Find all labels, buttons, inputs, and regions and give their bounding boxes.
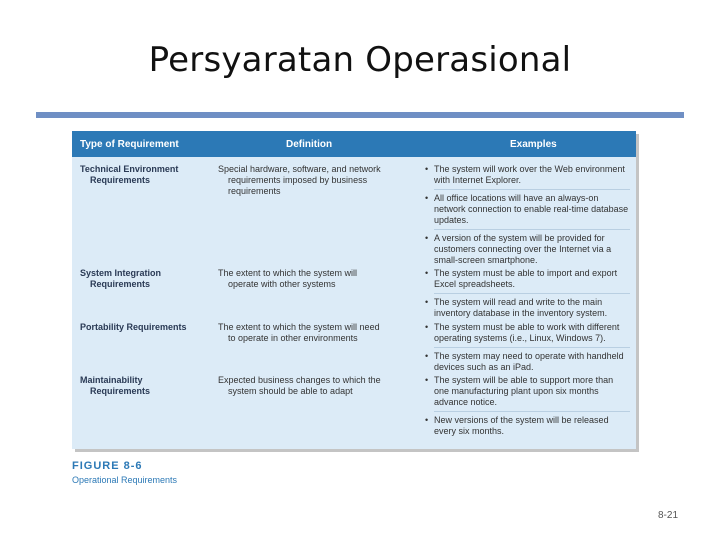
example-divider bbox=[434, 229, 630, 230]
example-item: • A version of the system will be provided for customers connecting over the Internet via a small-screen smartphone. bbox=[424, 233, 630, 266]
requirement-examples bbox=[424, 375, 630, 439]
example-item: • The system may need to operate with handheld devices such as an iPad. bbox=[424, 351, 630, 373]
example-item: • The system will be able to support more than one manufacturing plant upon six months advance notice. bbox=[424, 375, 630, 408]
title-divider bbox=[36, 112, 684, 118]
requirement-definition: The extent to which the system will operate with other systems bbox=[218, 268, 358, 289]
example-item: • New versions of the system will be released every six months. bbox=[424, 415, 630, 437]
figure-caption: Operational Requirements bbox=[72, 475, 178, 485]
requirement-definition: The extent to which the system will need to operate in other environments bbox=[218, 322, 380, 343]
table-header bbox=[72, 131, 636, 157]
example-item: • The system will read and write to the main inventory database in the inventory system. bbox=[424, 297, 630, 319]
slide-title: Persyaratan Operasional bbox=[148, 40, 572, 80]
requirement-examples bbox=[424, 268, 630, 321]
requirement-definition: Special hardware, software, and network requirements imposed by business requirements bbox=[218, 164, 381, 196]
example-divider bbox=[434, 189, 630, 190]
requirement-type: Maintainability Requirements bbox=[80, 375, 151, 396]
requirement-type: Portability Requirements bbox=[80, 322, 187, 332]
requirements-table bbox=[72, 131, 636, 449]
requirement-type: Technical Environment Requirements bbox=[80, 164, 179, 185]
example-divider bbox=[434, 347, 630, 348]
header-examples: Examples bbox=[510, 139, 557, 150]
example-divider bbox=[434, 293, 630, 294]
requirement-type: System Integration Requirements bbox=[80, 268, 162, 289]
example-item: • The system will work over the Web environment with Internet Explorer. bbox=[424, 164, 630, 186]
page-number: 8-21 bbox=[657, 510, 678, 521]
requirement-examples bbox=[424, 164, 630, 268]
example-item: • The system must be able to work with different operating systems (i.e., Linux, Windows 7). bbox=[424, 322, 630, 344]
header-type: Type of Requirement bbox=[80, 139, 179, 150]
header-definition: Definition bbox=[286, 139, 333, 150]
figure-label: FIGURE 8-6 bbox=[72, 460, 143, 472]
example-item: • All office locations will have an always-on network connection to enable real-time database updates. bbox=[424, 193, 630, 226]
requirement-definition: Expected business changes to which the system should be able to adapt bbox=[218, 375, 381, 396]
example-item: • The system must be able to import and export Excel spreadsheets. bbox=[424, 268, 630, 290]
requirement-examples bbox=[424, 322, 630, 375]
example-divider bbox=[434, 411, 630, 412]
